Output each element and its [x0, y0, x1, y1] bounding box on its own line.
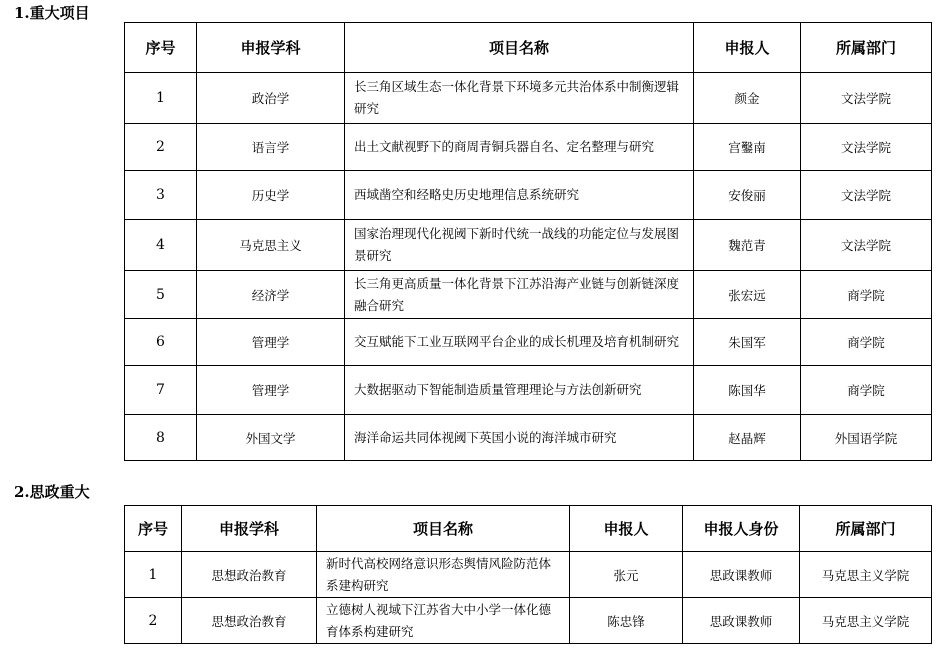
table-row [125, 366, 932, 415]
table-row [125, 415, 932, 461]
col-header-index: 序号 [125, 506, 182, 552]
row-project-name: 大数据驱动下智能制造质量管理理论与方法创新研究 [345, 366, 694, 415]
row-project-name: 海洋命运共同体视阈下英国小说的海洋城市研究 [345, 415, 694, 461]
row-department: 外国语学院 [801, 415, 932, 461]
table-row [125, 73, 932, 124]
row-applicant: 朱国军 [694, 319, 801, 366]
row-applicant: 陈忠锋 [570, 598, 683, 644]
row-applicant: 张宏远 [694, 271, 801, 319]
section-title-major-projects: 1.重大项目 [14, 4, 90, 22]
table-row [125, 319, 932, 366]
row-index: 6 [125, 319, 197, 366]
col-header-applicant-role: 申报人身份 [683, 506, 800, 552]
row-project-name: 西域凿空和经略史历史地理信息系统研究 [345, 171, 694, 220]
table-row [125, 171, 932, 220]
row-applicant-role: 思政课教师 [683, 552, 800, 598]
col-header-department: 所属部门 [800, 506, 932, 552]
row-index: 2 [125, 598, 182, 644]
col-header-subject: 申报学科 [182, 506, 317, 552]
ideological-projects-table [124, 505, 932, 644]
col-header-department: 所属部门 [801, 23, 932, 73]
row-applicant: 宫鑿南 [694, 124, 801, 171]
row-applicant: 颜金 [694, 73, 801, 124]
row-applicant: 张元 [570, 552, 683, 598]
row-project-name: 立德树人视域下江苏省大中小学一体化德育体系构建研究 [317, 598, 570, 644]
row-department: 马克思主义学院 [800, 552, 932, 598]
row-index: 1 [125, 73, 197, 124]
row-applicant: 赵晶辉 [694, 415, 801, 461]
row-applicant: 安俊丽 [694, 171, 801, 220]
row-subject: 语言学 [197, 124, 345, 171]
row-applicant: 魏范青 [694, 220, 801, 271]
row-index: 2 [125, 124, 197, 171]
col-header-applicant: 申报人 [694, 23, 801, 73]
col-header-project-name: 项目名称 [317, 506, 570, 552]
col-header-applicant: 申报人 [570, 506, 683, 552]
row-department: 文法学院 [801, 73, 932, 124]
row-index: 4 [125, 220, 197, 271]
row-subject: 马克思主义 [197, 220, 345, 271]
row-project-name: 出土文献视野下的商周青铜兵器自名、定名整理与研究 [345, 124, 694, 171]
row-applicant: 陈国华 [694, 366, 801, 415]
col-header-subject: 申报学科 [197, 23, 345, 73]
row-project-name: 长三角更高质量一体化背景下江苏沿海产业链与创新链深度融合研究 [345, 271, 694, 319]
row-applicant-role: 思政课教师 [683, 598, 800, 644]
table-row [125, 552, 932, 598]
major-projects-table [124, 22, 932, 461]
row-index: 8 [125, 415, 197, 461]
row-project-name: 交互赋能下工业互联网平台企业的成长机理及培育机制研究 [345, 319, 694, 366]
row-department: 文法学院 [801, 124, 932, 171]
row-index: 7 [125, 366, 197, 415]
row-index: 3 [125, 171, 197, 220]
row-department: 文法学院 [801, 171, 932, 220]
row-subject: 历史学 [197, 171, 345, 220]
table-row [125, 124, 932, 171]
row-project-name: 新时代高校网络意识形态舆情风险防范体系建构研究 [317, 552, 570, 598]
table-row [125, 271, 932, 319]
row-department: 商学院 [801, 271, 932, 319]
col-header-index: 序号 [125, 23, 197, 73]
row-subject: 思想政治教育 [182, 552, 317, 598]
row-subject: 思想政治教育 [182, 598, 317, 644]
table-header-row [125, 23, 932, 73]
row-subject: 经济学 [197, 271, 345, 319]
row-department: 马克思主义学院 [800, 598, 932, 644]
row-department: 文法学院 [801, 220, 932, 271]
row-index: 5 [125, 271, 197, 319]
col-header-project-name: 项目名称 [345, 23, 694, 73]
row-project-name: 长三角区域生态一体化背景下环境多元共治体系中制衡逻辑研究 [345, 73, 694, 124]
row-subject: 外国文学 [197, 415, 345, 461]
row-subject: 政治学 [197, 73, 345, 124]
table-row [125, 598, 932, 644]
table-row [125, 220, 932, 271]
table-header-row [125, 506, 932, 552]
row-department: 商学院 [801, 319, 932, 366]
row-department: 商学院 [801, 366, 932, 415]
section-title-ideological-major: 2.思政重大 [14, 483, 90, 501]
row-subject: 管理学 [197, 319, 345, 366]
row-index: 1 [125, 552, 182, 598]
row-project-name: 国家治理现代化视阈下新时代统一战线的功能定位与发展图景研究 [345, 220, 694, 271]
row-subject: 管理学 [197, 366, 345, 415]
